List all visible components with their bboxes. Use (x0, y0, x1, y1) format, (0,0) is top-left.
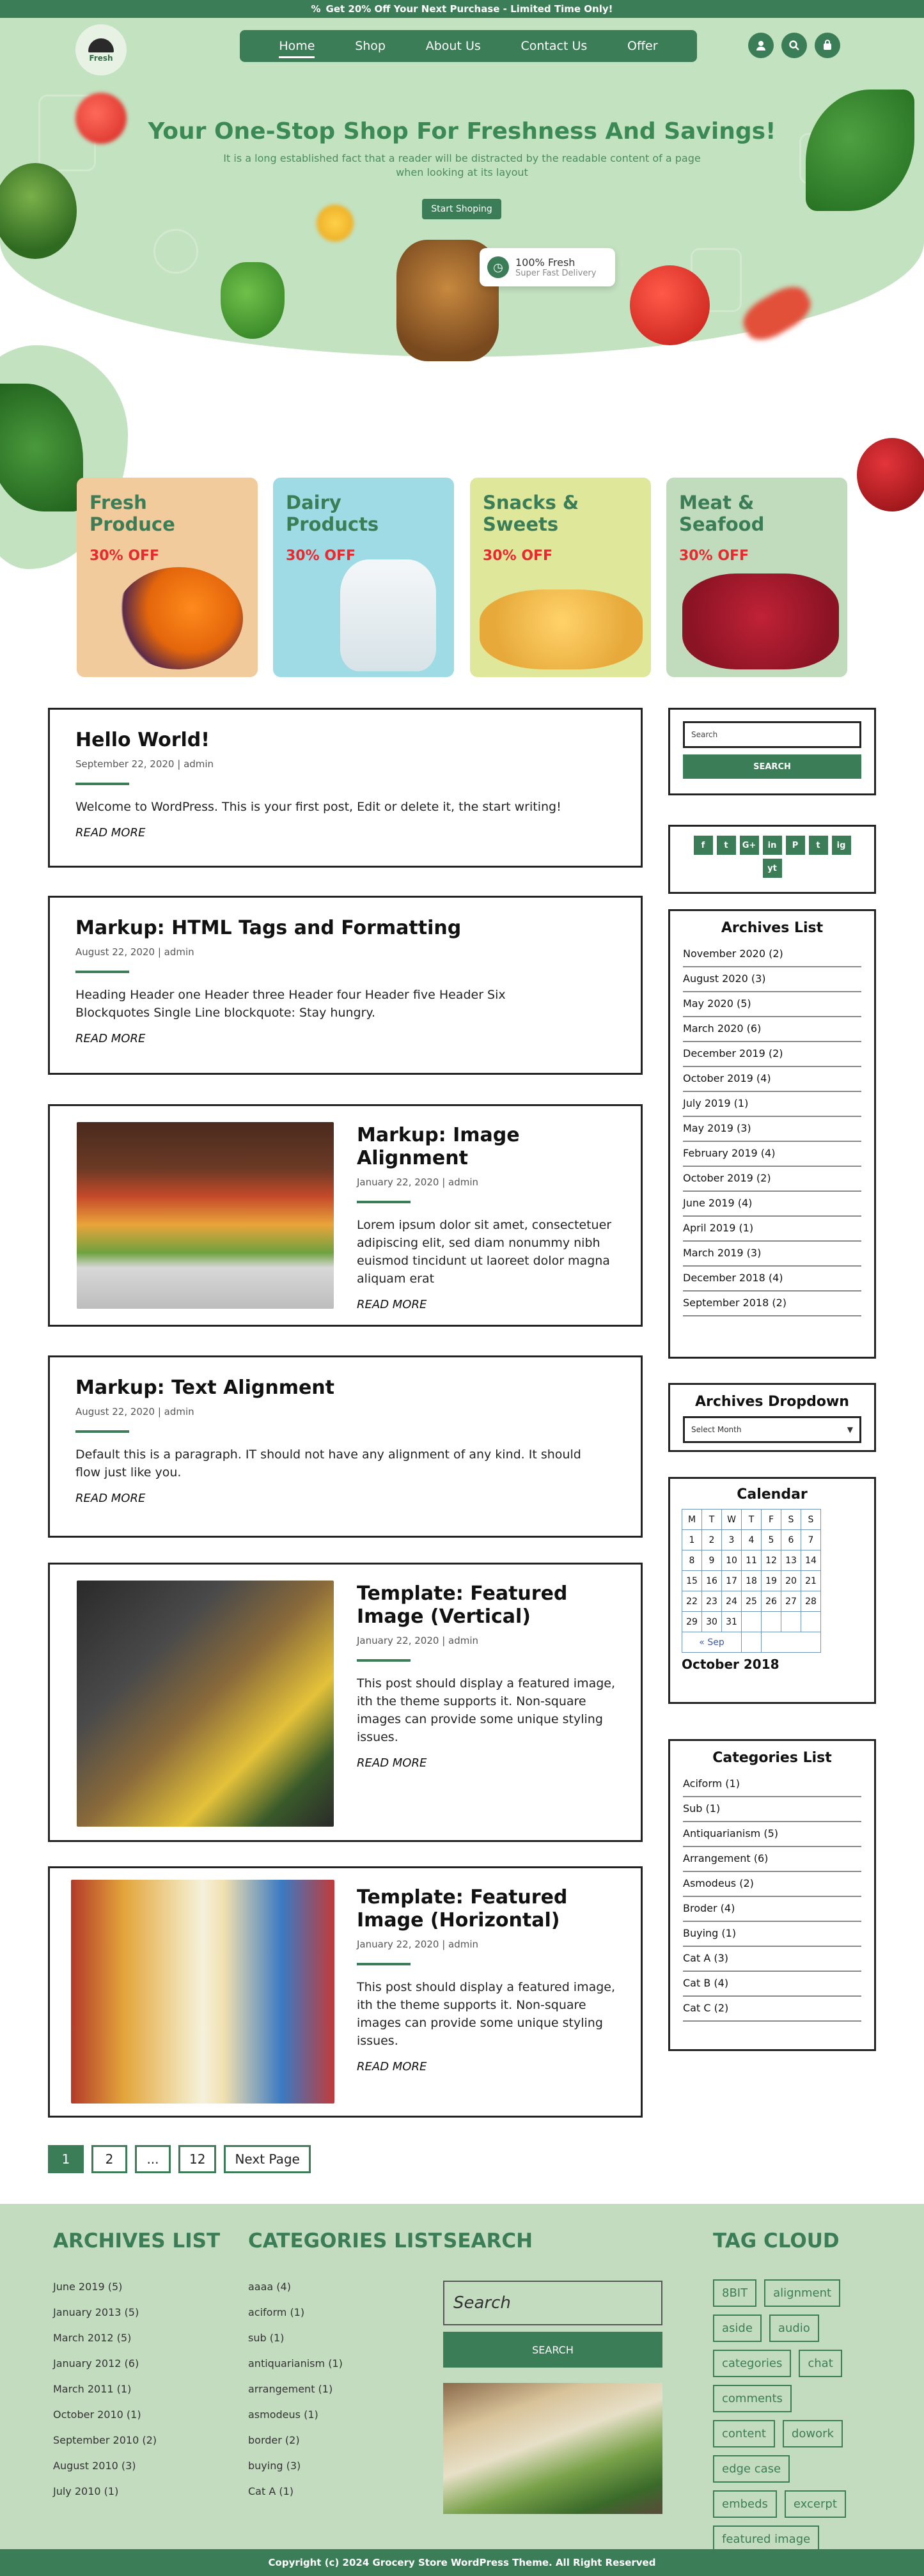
post-divider (357, 1963, 411, 1965)
meat-image (682, 574, 839, 669)
facebook-icon[interactable]: f (694, 836, 713, 855)
post-divider (75, 971, 129, 973)
footer-category-link[interactable]: sub (1) (248, 2332, 285, 2344)
main-nav (240, 30, 697, 62)
calendar-day (781, 1612, 801, 1632)
next-page-button[interactable]: Next Page (224, 2145, 310, 2173)
tag-link[interactable]: embeds (713, 2490, 777, 2518)
tag-link[interactable]: content (713, 2420, 775, 2447)
archive-link[interactable]: June 2019 (4) (683, 1192, 861, 1217)
calendar-day: 6 (781, 1530, 801, 1550)
footer-archive-link[interactable]: August 2010 (3) (53, 2460, 136, 2472)
read-more-link[interactable]: READ MORE (75, 1492, 146, 1505)
footer-search-input[interactable]: Search (443, 2281, 662, 2325)
tag-link[interactable]: audio (769, 2314, 819, 2342)
calendar-day-header: S (781, 1510, 801, 1530)
footer-archive-link[interactable]: March 2011 (1) (53, 2383, 132, 2395)
post-card (48, 1355, 643, 1538)
category-offer: 30% OFF (679, 548, 749, 564)
post-title[interactable]: Template: Featured Image (Horizontal) (357, 1886, 568, 1932)
post-title[interactable]: Template: Featured Image (Vertical) (357, 1582, 568, 1628)
widget-title: Archives Dropdown (695, 1394, 849, 1410)
archive-link[interactable]: July 2019 (1) (683, 1092, 861, 1117)
tag-link[interactable]: excerpt (785, 2490, 846, 2518)
footer-category-link[interactable]: arrangement (1) (248, 2383, 333, 2395)
fresh-badge (480, 248, 615, 286)
calendar-day: 22 (682, 1591, 702, 1612)
calendar-day: 26 (762, 1591, 781, 1612)
tag-link[interactable]: featured image (713, 2525, 819, 2553)
tag-link[interactable]: comments (713, 2385, 792, 2412)
badge-subtitle: Super Fast Delivery (515, 269, 597, 278)
category-dairy-products[interactable] (273, 478, 454, 677)
calendar-day: 20 (781, 1571, 801, 1591)
footer-search-title: SEARCH (443, 2229, 533, 2252)
tag-link[interactable]: alignment (764, 2279, 840, 2307)
post-excerpt: Heading Header one Header three Header four Header five Header Six Blockquotes Single Line blockquote: Stay hungry. (75, 988, 506, 1020)
hero-title: Your One-Stop Shop For Freshness And Savings! (148, 118, 776, 144)
nav-about[interactable]: About Us (425, 39, 481, 53)
calendar-day: 1 (682, 1530, 702, 1550)
tomato-image (75, 93, 127, 144)
post-title[interactable]: Hello World! (75, 729, 210, 751)
tag-link[interactable]: categories (713, 2350, 791, 2377)
calendar-day: 18 (742, 1571, 762, 1591)
post-meta: August 22, 2020 | admin (75, 1406, 194, 1417)
calendar-day: 3 (722, 1530, 742, 1550)
widget-title: Categories List (712, 1750, 832, 1766)
bag-icon[interactable] (815, 33, 840, 58)
apple-image (857, 438, 924, 511)
post-divider (357, 1659, 411, 1662)
page-2[interactable]: 2 (91, 2145, 127, 2173)
calendar-day: 19 (762, 1571, 781, 1591)
category-link[interactable]: Sub (1) (683, 1797, 861, 1822)
categories-widget (668, 1739, 876, 2051)
post-meta: January 22, 2020 | admin (357, 1176, 479, 1188)
month-select[interactable] (683, 1416, 861, 1443)
calendar-day: 17 (722, 1571, 742, 1591)
post-meta: September 22, 2020 | admin (75, 758, 214, 770)
calendar-day-header: T (742, 1510, 762, 1530)
footer-category-link[interactable]: Cat A (1) (248, 2485, 294, 2497)
calendar-table (682, 1509, 821, 1653)
page-ellipsis: ... (135, 2145, 171, 2173)
footer-archives-title: ARCHIVES LIST (53, 2229, 221, 2252)
footer-search-button[interactable]: SEARCH (443, 2332, 662, 2368)
category-offer: 30% OFF (286, 548, 356, 564)
archive-link[interactable]: November 2020 (2) (683, 942, 861, 967)
post-meta: January 22, 2020 | admin (357, 1939, 479, 1950)
post-meta: August 22, 2020 | admin (75, 946, 194, 958)
read-more-link[interactable]: READ MORE (357, 2060, 427, 2073)
tag-link[interactable]: edge case (713, 2455, 790, 2483)
google-plus-icon[interactable]: G+ (740, 836, 759, 855)
footer-category-link[interactable]: aaaa (4) (248, 2281, 291, 2293)
snacks-image (480, 589, 643, 669)
footer-tags-title: TAG CLOUD (713, 2229, 840, 2252)
category-name: Meat & Seafood (679, 492, 765, 535)
calendar-day: 7 (801, 1530, 821, 1550)
calendar-day: 5 (762, 1530, 781, 1550)
archive-link[interactable]: September 2018 (2) (683, 1292, 861, 1316)
category-link[interactable]: Cat B (4) (683, 1972, 861, 1997)
calendar-day: 28 (801, 1591, 821, 1612)
calendar-day: 11 (742, 1550, 762, 1571)
archive-link[interactable]: April 2019 (1) (683, 1217, 861, 1242)
page-1[interactable]: 1 (48, 2145, 84, 2173)
footer-archive-link[interactable]: June 2019 (5) (53, 2281, 123, 2293)
archives-dropdown-widget (668, 1383, 876, 1452)
calendar-day: 14 (801, 1550, 821, 1571)
footer-archive-link[interactable]: January 2013 (5) (53, 2306, 139, 2318)
post-card (48, 896, 643, 1075)
calendar-day: 31 (722, 1612, 742, 1632)
widget-title: Archives List (721, 920, 824, 936)
youtube-icon[interactable]: yt (763, 859, 782, 878)
start-shopping-button[interactable]: Start Shoping (422, 199, 501, 219)
footer-category-link[interactable]: asmodeus (1) (248, 2408, 318, 2421)
calendar-day: 21 (801, 1571, 821, 1591)
post-card (48, 708, 643, 868)
nav-offer[interactable]: Offer (627, 39, 658, 53)
twitter-icon[interactable]: t (717, 836, 736, 855)
calendar-day: 30 (702, 1612, 722, 1632)
footer-produce-image (443, 2383, 662, 2514)
tomato-right-image (630, 265, 710, 345)
dairy-image (340, 559, 436, 671)
instagram-icon[interactable]: ig (832, 836, 851, 855)
category-link[interactable]: Arrangement (6) (683, 1847, 861, 1872)
page-12[interactable]: 12 (178, 2145, 216, 2173)
calendar-day-header: F (762, 1510, 781, 1530)
footer-archive-link[interactable]: July 2010 (1) (53, 2485, 119, 2497)
category-link[interactable]: Cat A (3) (683, 1947, 861, 1972)
archive-link[interactable]: October 2019 (2) (683, 1167, 861, 1192)
archive-link[interactable]: August 2020 (3) (683, 967, 861, 992)
category-link[interactable]: Broder (4) (683, 1897, 861, 1922)
post-title[interactable]: Markup: Image Alignment (357, 1124, 520, 1169)
post-card (48, 1866, 643, 2118)
pagination (48, 2145, 311, 2173)
category-name: Snacks & Sweets (483, 492, 579, 535)
archive-link[interactable]: March 2019 (3) (683, 1242, 861, 1267)
footer-category-link[interactable]: antiquarianism (1) (248, 2357, 343, 2369)
calendar-day: 12 (762, 1550, 781, 1571)
archive-link[interactable]: May 2019 (3) (683, 1117, 861, 1142)
calendar-day-header: S (801, 1510, 821, 1530)
archive-link[interactable]: December 2019 (2) (683, 1042, 861, 1067)
category-link[interactable]: Buying (1) (683, 1922, 861, 1947)
category-offer: 30% OFF (90, 548, 160, 564)
post-divider (357, 1201, 411, 1203)
post-image[interactable] (77, 1581, 334, 1827)
sidebar-search-input[interactable]: Search (683, 721, 861, 748)
read-more-link[interactable]: READ MORE (357, 1298, 427, 1311)
widget-title: Calendar (737, 1487, 808, 1503)
calendar-day (801, 1612, 821, 1632)
search-icon[interactable] (781, 33, 807, 58)
archive-link[interactable]: October 2019 (4) (683, 1067, 861, 1092)
caret-down-icon: ▼ (847, 1425, 853, 1434)
calendar-day: 2 (702, 1530, 722, 1550)
badge-title: 100% Fresh (515, 256, 576, 269)
tag-link[interactable]: 8BIT (713, 2279, 756, 2307)
category-link[interactable]: Aciform (1) (683, 1772, 861, 1797)
calendar-day: 13 (781, 1550, 801, 1571)
tag-link[interactable]: chat (799, 2350, 842, 2377)
calendar-day: 27 (781, 1591, 801, 1612)
header-icons (748, 33, 840, 58)
category-link[interactable]: Asmodeus (2) (683, 1872, 861, 1897)
nav-home[interactable]: Home (279, 35, 315, 57)
tag-link[interactable]: dowork (783, 2420, 843, 2447)
footer-categories-title: CATEGORIES LIST (248, 2229, 442, 2252)
archive-link[interactable]: May 2020 (5) (683, 992, 861, 1017)
footer-archive-link[interactable]: March 2012 (5) (53, 2332, 132, 2344)
post-title[interactable]: Markup: HTML Tags and Formatting (75, 917, 462, 939)
calendar-day: 15 (682, 1571, 702, 1591)
post-meta: January 22, 2020 | admin (357, 1635, 479, 1646)
read-more-link[interactable]: READ MORE (75, 1032, 146, 1045)
calendar-day: 24 (722, 1591, 742, 1612)
calendar-day: 9 (702, 1550, 722, 1571)
post-title[interactable]: Markup: Text Alignment (75, 1377, 334, 1399)
calendar-day: 29 (682, 1612, 702, 1632)
copyright: Copyright (c) 2024 Grocery Store WordPress Theme. All Right Reserved (0, 2549, 924, 2576)
post-card (48, 1563, 643, 1842)
post-excerpt: Default this is a paragraph. IT should not have any alignment of any kind. It should flow just like you. (75, 1448, 581, 1479)
calendar-day: 16 (702, 1571, 722, 1591)
calendar-day (762, 1612, 781, 1632)
tag-link[interactable]: aside (713, 2314, 762, 2342)
calendar-day-header: M (682, 1510, 702, 1530)
post-excerpt: Lorem ipsum dolor sit amet, consectetuer adipiscing elit, sed diam nonummy nibh euismod tincidunt ut laoreet dolor magna aliquam erat (357, 1218, 612, 1286)
footer-category-link[interactable]: aciform (1) (248, 2306, 305, 2318)
post-image[interactable] (77, 1122, 334, 1309)
calendar-day-header: W (722, 1510, 742, 1530)
search-widget (668, 708, 876, 795)
produce-image (115, 567, 243, 669)
read-more-link[interactable]: READ MORE (357, 1756, 427, 1770)
post-card (48, 1104, 643, 1327)
promo-text: Get 20% Off Your Next Purchase - Limited Time Only! (325, 3, 613, 15)
calendar-day-header: T (702, 1510, 722, 1530)
calendar-month: October 2018 (682, 1657, 779, 1672)
category-offer: 30% OFF (483, 548, 553, 564)
category-meat-seafood[interactable] (666, 478, 847, 677)
nav-contact[interactable]: Contact Us (521, 39, 588, 53)
site-logo[interactable] (75, 24, 127, 75)
post-divider (75, 1430, 129, 1433)
calendar-day: 4 (742, 1530, 762, 1550)
hero-subtitle: It is a long established fact that a reader will be distracted by the readable content of a page when looking at its layout (223, 152, 701, 178)
calendar-day: 25 (742, 1591, 762, 1612)
post-excerpt: This post should display a featured image, ith the theme supports it. Non-square images can provide some unique styling issues. (357, 1676, 616, 1744)
category-fresh-produce[interactable] (77, 478, 258, 677)
post-excerpt: This post should display a featured image, ith the theme supports it. Non-square images can provide some unique styling issues. (357, 1980, 616, 2048)
clock-icon: ◷ (487, 256, 509, 278)
promo-bar (0, 0, 924, 18)
logo-text: Fresh (89, 54, 113, 63)
footer-category-link[interactable]: border (2) (248, 2434, 300, 2446)
footer-category-link[interactable]: buying (3) (248, 2460, 301, 2472)
calendar-day: 8 (682, 1550, 702, 1571)
linkedin-icon[interactable]: in (763, 836, 782, 855)
social-widget (668, 825, 876, 894)
pinterest-icon[interactable]: P (786, 836, 805, 855)
footer-archive-link[interactable]: September 2010 (2) (53, 2434, 157, 2446)
pepper-image (221, 262, 285, 339)
footer-archive-link[interactable]: October 2010 (1) (53, 2408, 141, 2421)
footer-archive-link[interactable]: January 2012 (6) (53, 2357, 139, 2369)
logo-mark (88, 38, 114, 52)
archives-widget (668, 909, 876, 1359)
category-name: Fresh Produce (90, 492, 175, 535)
nav-shop[interactable]: Shop (355, 39, 386, 53)
tumblr-icon[interactable]: t (809, 836, 828, 855)
archive-link[interactable]: December 2018 (4) (683, 1267, 861, 1292)
category-link[interactable]: Cat C (2) (683, 1997, 861, 2022)
archive-link[interactable]: February 2019 (4) (683, 1142, 861, 1167)
sidebar-search-button[interactable]: SEARCH (683, 754, 861, 779)
month-select-value: Select Month (691, 1425, 742, 1434)
user-icon[interactable] (748, 33, 774, 58)
calendar-prev-link[interactable]: « Sep (682, 1632, 742, 1653)
read-more-link[interactable]: READ MORE (75, 826, 146, 839)
lemon-image (317, 205, 354, 242)
calendar-day: 10 (722, 1550, 742, 1571)
post-excerpt: Welcome to WordPress. This is your first post, Edit or delete it, the start writing! (75, 800, 561, 814)
category-snacks-sweets[interactable] (470, 478, 651, 677)
category-link[interactable]: Antiquarianism (5) (683, 1822, 861, 1847)
post-image[interactable] (71, 1880, 334, 2104)
calendar-day (742, 1612, 762, 1632)
site-footer (0, 2204, 924, 2549)
percent-icon: % (311, 3, 321, 15)
calendar-widget (668, 1477, 876, 1704)
post-divider (75, 783, 129, 785)
category-name: Dairy Products (286, 492, 379, 535)
archive-link[interactable]: March 2020 (6) (683, 1017, 861, 1042)
calendar-day: 23 (702, 1591, 722, 1612)
